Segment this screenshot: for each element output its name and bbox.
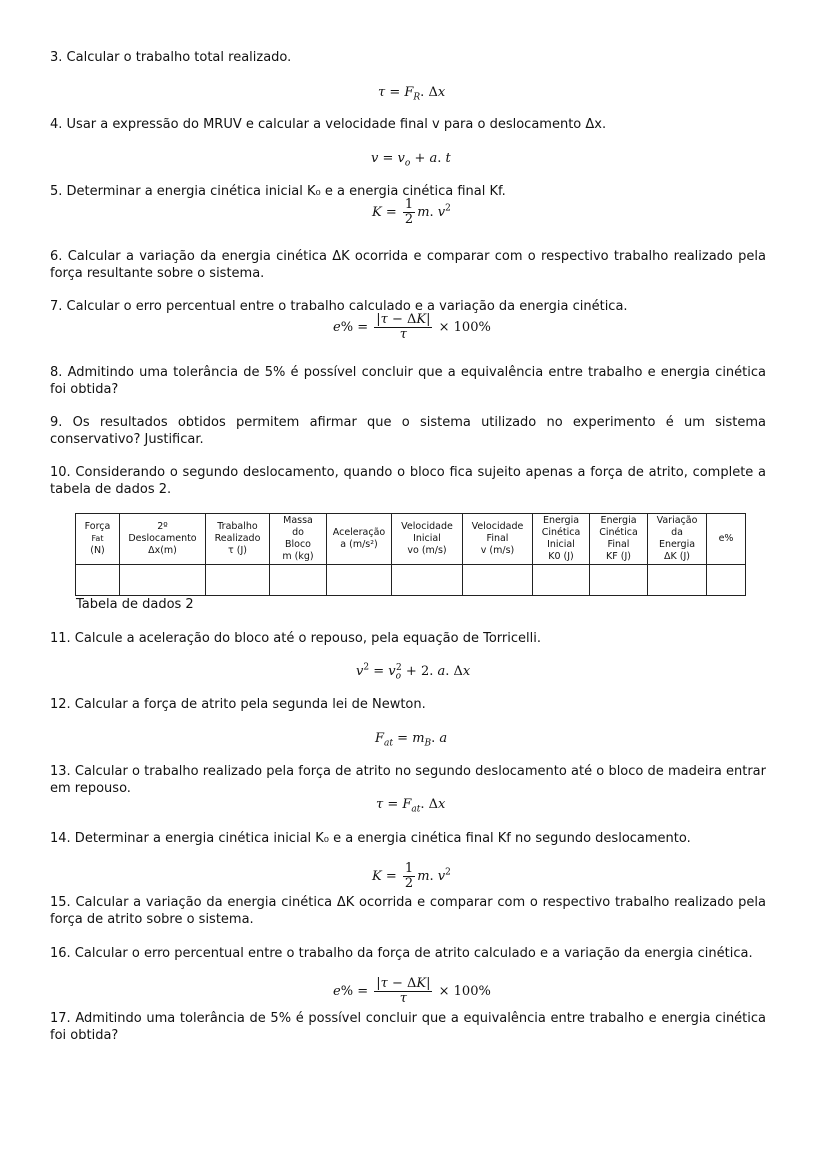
item-13: 13. Calcular o trabalho realizado pela força de atrito no segundo deslocamento até o bloco de madeira entrar em repouso.: [50, 764, 766, 796]
item-6: 6. Calcular a variação da energia cinética ΔK ocorrida e comparar com o respectivo trabalho realizado pela força resultante sobre o sistema.: [50, 249, 766, 281]
equation-newton: $F_{at} = m_B$. a: [375, 731, 448, 749]
item-17: 17. Admitindo uma tolerância de 5% é possível concluir que a equivalência entre trabalho e energia cinética foi obtida?: [50, 1011, 766, 1043]
item-7: 7. Calcular o erro percentual entre o trabalho calculado e a variação da energia cinética.: [50, 299, 628, 314]
header-energia-final: Energia Cinética Final KF (J): [590, 514, 648, 565]
item-3: 3. Calcular o trabalho total realizado.: [50, 50, 292, 65]
equation-work-friction: $\tau = F_{at}$. Δx: [376, 797, 446, 815]
equation-mruv: $v = v_o + a$. t: [371, 151, 451, 169]
table-cell[interactable]: [327, 565, 392, 596]
header-erro-percentual: e%: [707, 514, 746, 565]
table-cell[interactable]: [707, 565, 746, 596]
table-cell[interactable]: [270, 565, 327, 596]
item-14: 14. Determinar a energia cinética inicial K₀ e a energia cinética final Kf no segundo deslocamento.: [50, 831, 691, 846]
header-velocidade-final: Velocidade Final v (m/s): [463, 514, 533, 565]
item-16: 16. Calcular o erro percentual entre o trabalho da força de atrito calculado e a variação da energia cinética.: [50, 946, 753, 961]
header-energia-inicial: Energia Cinética Inicial K0 (J): [533, 514, 590, 565]
equation-percent-error: e% = $\frac{|\tau - \Delta K|}{\tau}$ × 100%: [333, 312, 491, 342]
table-cell[interactable]: [206, 565, 270, 596]
header-aceleracao: Aceleração a (m/s²): [327, 514, 392, 565]
table-cell[interactable]: [120, 565, 206, 596]
item-12: 12. Calcular a força de atrito pela segunda lei de Newton.: [50, 697, 426, 712]
table-caption: Tabela de dados 2: [76, 597, 194, 612]
item-8: 8. Admitindo uma tolerância de 5% é possível concluir que a equivalência entre trabalho e energia cinética foi obtida?: [50, 365, 766, 397]
equation-work-total: $\tau = F_R$. Δx: [378, 85, 446, 103]
header-forca-atrito: Força Fat (N): [76, 514, 120, 565]
equation-torricelli: $v^2 = v_o^2 + 2$. a. Δx: [356, 662, 471, 682]
item-4: 4. Usar a expressão do MRUV e calcular a velocidade final v para o deslocamento Δx.: [50, 117, 607, 132]
table-cell[interactable]: [463, 565, 533, 596]
item-10: 10. Considerando o segundo deslocamento, quando o bloco fica sujeito apenas a força de atrito, complete a tabela de dados 2.: [50, 465, 766, 497]
item-15: 15. Calcular a variação da energia cinética ΔK ocorrida e comparar com o respectivo trabalho realizado pela força de atrito sobre o sistema.: [50, 895, 766, 927]
header-massa: Massa do Bloco m (kg): [270, 514, 327, 565]
header-velocidade-inicial: Velocidade Inicial vo (m/s): [392, 514, 463, 565]
table-row: [76, 565, 746, 596]
item-5: 5. Determinar a energia cinética inicial K₀ e a energia cinética final Kf.: [50, 184, 506, 199]
table-cell[interactable]: [76, 565, 120, 596]
item-9: 9. Os resultados obtidos permitem afirmar que o sistema utilizado no experimento é um sistema conservativo? Justificar.: [50, 415, 766, 447]
table-cell[interactable]: [533, 565, 590, 596]
table-cell[interactable]: [392, 565, 463, 596]
equation-kinetic-energy: K = $\frac{1}{2}$ m. $v^2$: [372, 197, 451, 227]
item-11: 11. Calcule a aceleração do bloco até o repouso, pela equação de Torricelli.: [50, 631, 541, 646]
equation-kinetic-energy-2: K = $\frac{1}{2}$ m. $v^2$: [372, 861, 451, 891]
equation-percent-error-2: e% = $\frac{|\tau - \Delta K|}{\tau}$ × 100%: [333, 976, 491, 1006]
data-table-2: [75, 513, 746, 596]
header-trabalho: Trabalho Realizado τ (J): [206, 514, 270, 565]
table-header-row: [76, 514, 746, 565]
table-cell[interactable]: [590, 565, 648, 596]
table-cell[interactable]: [648, 565, 707, 596]
header-variacao-energia: Variação da Energia ΔK (J): [648, 514, 707, 565]
header-deslocamento: 2º Deslocamento Δx(m): [120, 514, 206, 565]
